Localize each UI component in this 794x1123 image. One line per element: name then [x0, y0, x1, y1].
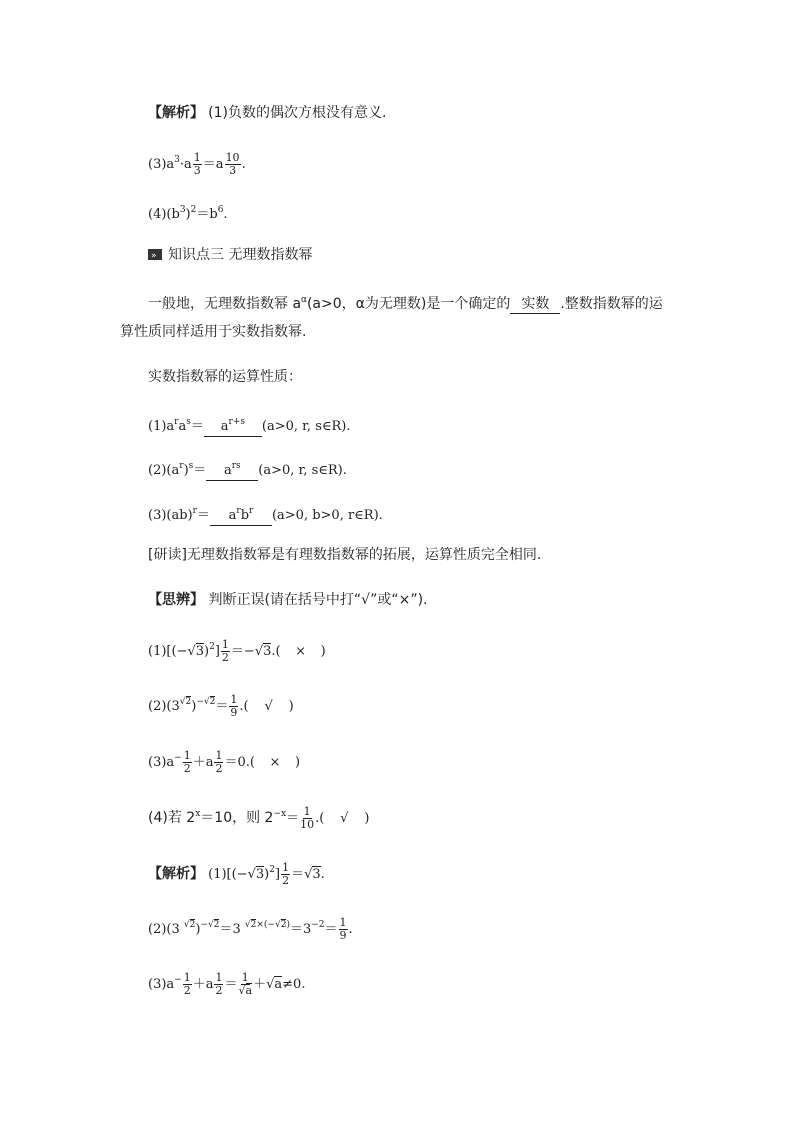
- analysis-label: 【解析】: [148, 866, 204, 882]
- exponent-fraction: $\frac{1}{2}$: [221, 638, 229, 664]
- judge-question-3: (3)a− $\frac{1}{2}$ ＋a $\frac{1}{2}$ ＝0.( × ): [148, 749, 301, 775]
- exponent-fraction: $\frac{1}{3}$: [193, 151, 201, 177]
- answer-blank: $a^{rs}$: [206, 457, 258, 481]
- intro-paragraph-line1: 一般地，无理数指数幂 $a^\alpha(a>0$，α为无理数)是一个确定的 实数 .整数指数幂的运: [148, 295, 663, 312]
- judge-heading: 【思辨】 判断正误(请在括号中打“√”或“×”).: [148, 592, 428, 608]
- properties-heading: 实数指数幂的运算性质：: [148, 369, 302, 385]
- judge-question-4: (4)若 $2^x=10$，则 $2^{-x}=$ $\frac{1}{10}$ .( √ ): [148, 805, 370, 831]
- fraction: $\frac{1}{10}$: [300, 805, 315, 831]
- analysis1-item3: $(3)a^3\cdot a$ $\frac{1}{3}$ ＝a $\frac{10}{3}$ .: [148, 151, 246, 177]
- answer-mark: ×: [295, 644, 307, 659]
- analysis2-solution-2: (2)(3 $^{√2}$)$^{-√2}$＝3 $^{√2\times(-√2)}=3^{-2}=$ $\frac{1}{9}$ .: [148, 916, 353, 942]
- property-1: $(1)a^ra^s= a^{r+s}$ (a>0, r, s∈R).: [148, 412, 350, 437]
- analysis1-item1: (1)负数的偶次方根没有意义.: [208, 105, 387, 121]
- exponent-fraction: $\frac{1}{2}$: [183, 971, 191, 997]
- answer-blank: 实数: [510, 295, 560, 314]
- answer-blank: $a^rb^r$: [210, 502, 272, 526]
- exponent-fraction: $\frac{1}{2}$: [183, 749, 191, 775]
- property-2: $(2)(a^r)^s= a^{rs}$ (a>0, r, s∈R).: [148, 456, 347, 481]
- analysis1-item4: $(4)(b^3)^2=b^6$.: [148, 205, 228, 222]
- fraction: $\frac{1}{√a}$: [238, 971, 253, 997]
- answer-blank: $a^{r+s}$: [204, 413, 262, 437]
- exponent-fraction: $\frac{1}{2}$: [215, 749, 223, 775]
- answer-mark: √: [340, 811, 349, 826]
- exponent-fraction: $\frac{1}{2}$: [282, 861, 290, 887]
- knowledge-point-icon: [148, 249, 162, 260]
- knowledge-point-heading: »知识点三 无理数指数幂: [148, 245, 312, 265]
- property-3: $(3)(ab)^r= a^rb^r$ (a>0, b>0, r∈R).: [148, 501, 383, 526]
- fraction: $\frac{1}{9}$: [339, 916, 347, 942]
- exponent-fraction: $\frac{10}{3}$: [225, 151, 240, 177]
- fraction: $\frac{1}{9}$: [230, 693, 238, 719]
- analysis2-solution-3: (3)a− $\frac{1}{2}$ ＋a $\frac{1}{2}$ ＝ $\frac{1}{√a}$ ＋√a≠0.: [148, 971, 306, 997]
- exponent-fraction: $\frac{1}{2}$: [215, 971, 223, 997]
- analysis-label: 【解析】: [148, 105, 204, 121]
- study-note: [研读]无理数指数幂是有理数指数幂的拓展，运算性质完全相同.: [148, 547, 542, 563]
- answer-mark: ×: [269, 755, 281, 770]
- judge-question-2: $(2)(3^{√2})^{-√2}=$ $\frac{1}{9}$ .( √ ): [148, 693, 294, 719]
- judge-label: 【思辨】: [148, 592, 204, 608]
- analysis2-solution-1: 【解析】 $(1)[(-√3)^2]$ $\frac{1}{2}$ ＝√3.: [148, 861, 325, 887]
- answer-mark: √: [264, 699, 273, 714]
- intro-paragraph-line2: 算性质同样适用于实数指数幂.: [120, 324, 307, 340]
- judge-question-1: $(1)[(-√3)^2]$ $\frac{1}{2}$ ＝−√3.( × ): [148, 638, 326, 664]
- analysis1-line1: [148, 103, 386, 124]
